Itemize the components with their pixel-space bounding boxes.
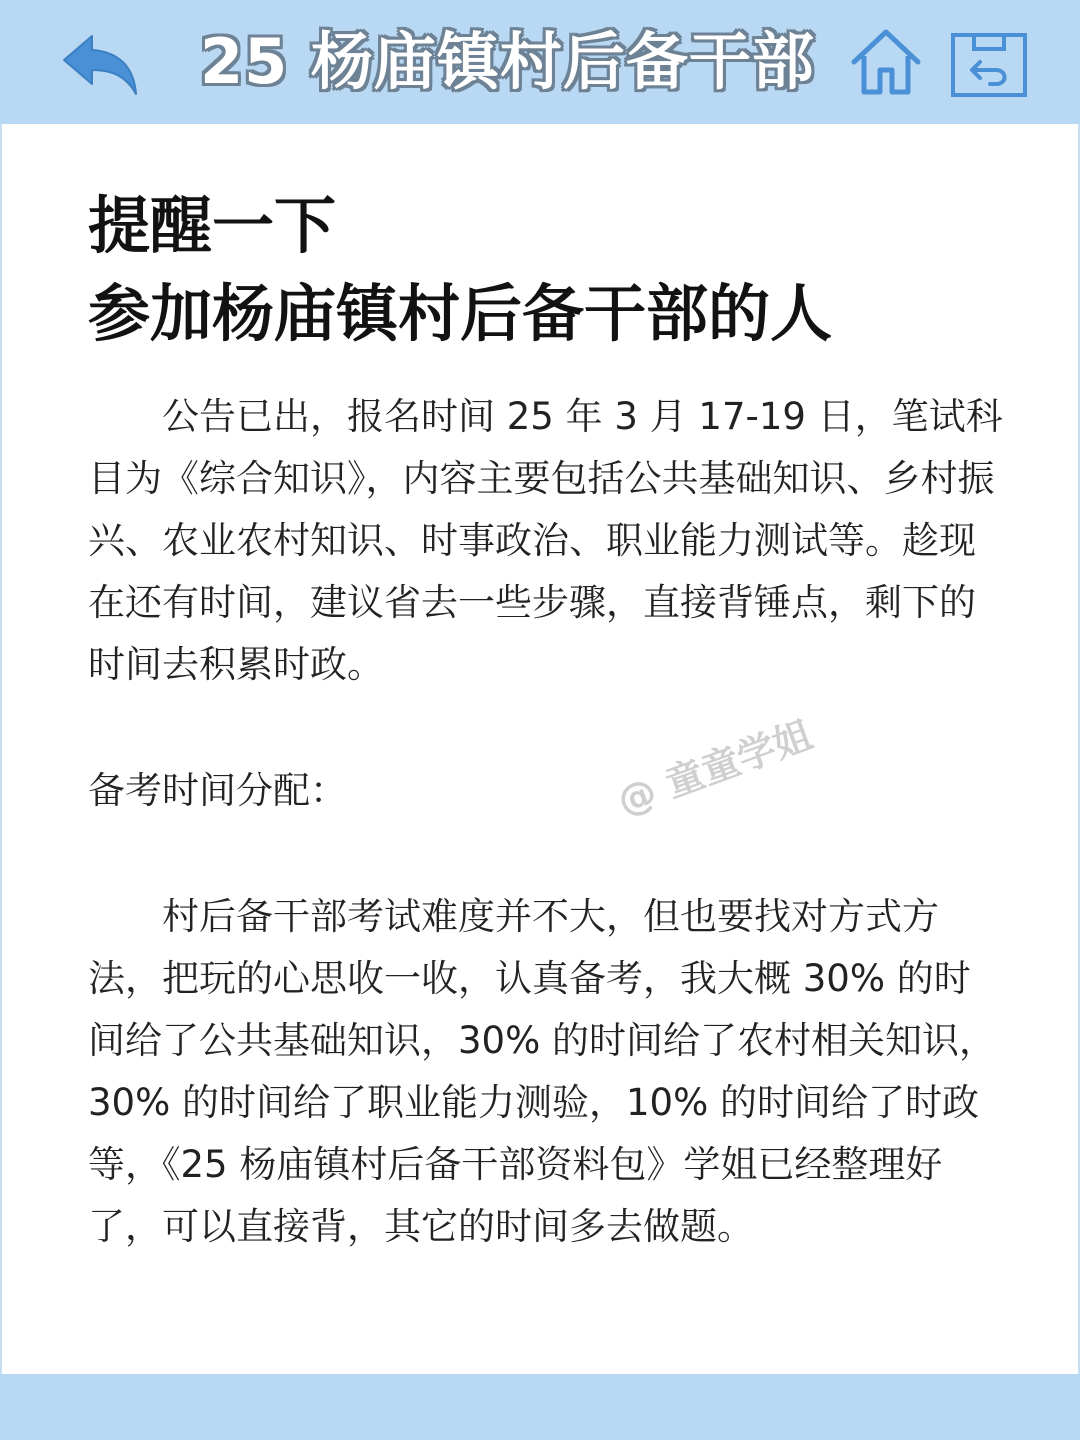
save-return-icon [950,32,1028,98]
top-bar [0,0,1080,124]
home-button[interactable] [848,26,924,98]
home-icon [848,26,924,98]
back-arrow-icon [60,30,144,100]
heading-line-1: 提醒一下 [88,189,337,262]
paragraph-time-allocation: 村后备干部考试难度并不大，但也要找对方式方法，把玩的心思收一收，认真备考，我大概 30% 的时间给了公共基础知识，30% 的时间给了农村相关知识，30% 的时间给了职业能力测验，10% 的时间给了时政等，《25 杨庙镇村后备干部资料包》学姐已经整理好了，可以直接背，其它的时间多去做题。 [88,895,996,1248]
watermark: @ 童童学姐 [611,712,818,824]
back-button[interactable] [60,30,144,100]
page-title: 25 杨庙镇村后备干部 [200,25,815,98]
section-label: 备考时间分配： [88,769,347,812]
save-return-button[interactable] [950,32,1028,98]
heading-line-2: 参加杨庙镇村后备干部的人 [88,277,833,350]
bottom-bar [0,1374,1080,1440]
paragraph-announcement: 公告已出，报名时间 25 年 3 月 17-19 日，笔试科目为《综合知识》，内容主要包括公共基础知识、乡村振兴、农业农村知识、时事政治、职业能力测试等。趁现在还有时间，建议省去一些步骤，直接背锤点，剩下的时间去积累时政。 [88,395,1003,686]
